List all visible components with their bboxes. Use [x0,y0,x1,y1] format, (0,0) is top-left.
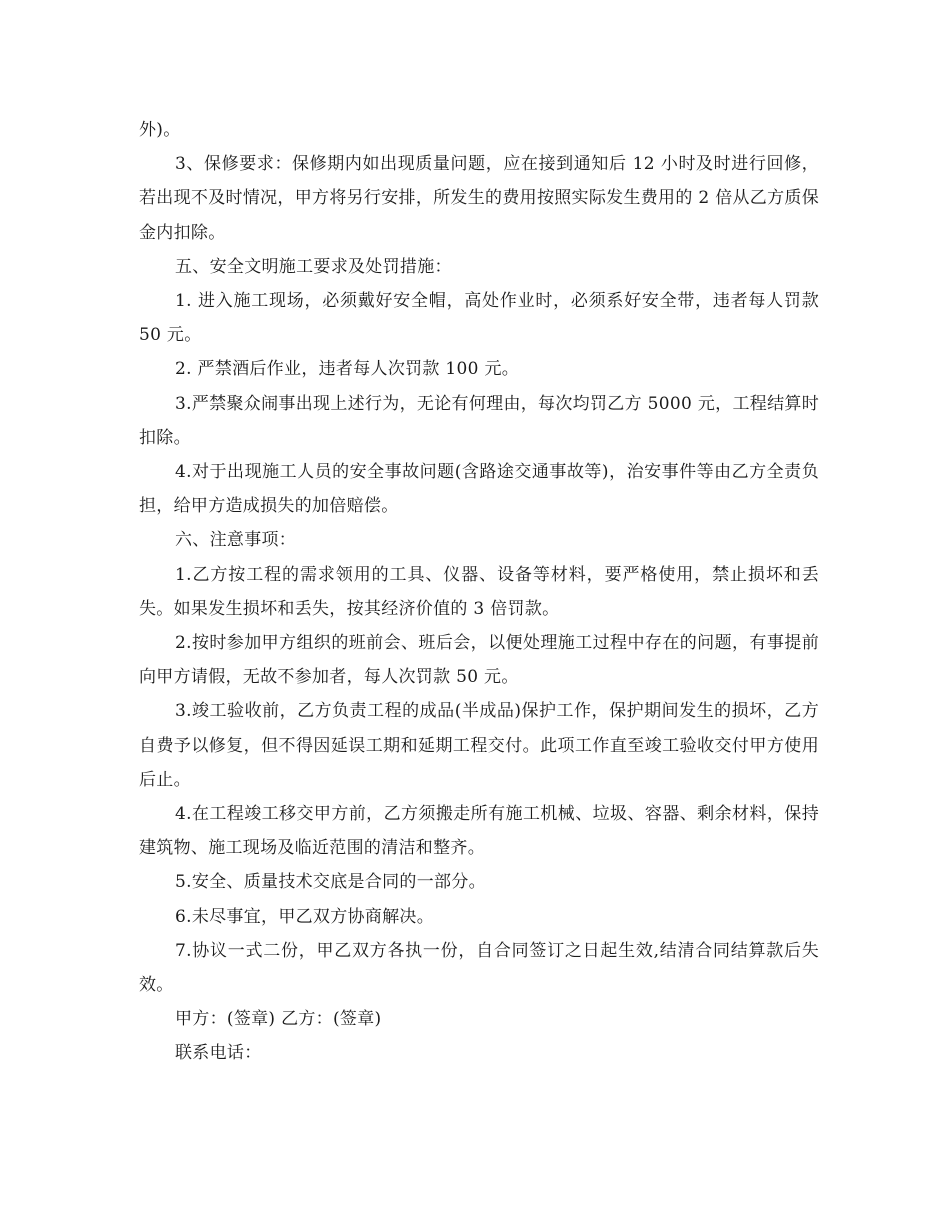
paragraph-safety-4: 4.对于出现施工人员的安全事故问题(含路途交通事故等)，治安事件等由乙方全责负担，给甲方造成损失的加倍赔偿。 [139,462,819,517]
paragraph-safety-3: 3.严禁聚众闹事出现上述行为，无论有何理由，每次均罚乙方 5000 元，工程结算时扣除。 [139,393,819,448]
signature-line: 甲方：(签章) 乙方：(签章) [175,1009,382,1030]
paragraph-notes-4: 4.在工程竣工移交甲方前，乙方须搬走所有施工机械、垃圾、容器、剩余材料，保持建筑物、施工现场及临近范围的清洁和整齐。 [139,804,819,859]
paragraph-notes-3: 3.竣工验收前，乙方负责工程的成品(半成品)保护工作，保护期间发生的损坏，乙方自费予以修复，但不得因延误工期和延期工程交付。此项工作直至竣工验收交付甲方使用后止。 [139,701,819,790]
paragraph-continuation: 外)。 [139,120,181,140]
paragraph-notes-7: 7.协议一式二份，甲乙双方各执一份，自合同签订之日起生效,结清合同结算款后失效。 [139,940,819,996]
section-heading-safety: 五、安全文明施工要求及处罚措施： [175,256,452,277]
paragraph-notes-5: 5.安全、质量技术交底是合同的一部分。 [175,872,486,893]
paragraph-safety-1: 1. 进入施工现场，必须戴好安全帽，高处作业时，必须系好安全带，违者每人罚款 50 元。 [139,291,819,346]
paragraph-notes-1: 1.乙方按工程的需求领用的工具、仪器、设备等材料，要严格使用，禁止损坏和丢失。如果发生损坏和丢失，按其经济价值的 3 倍罚款。 [139,564,819,619]
document-body [139,113,819,1071]
paragraph-notes-6: 6.未尽事宜，甲乙双方协商解决。 [175,906,435,927]
paragraph-warranty-requirement: 3、保修要求：保修期内如出现质量问题，应在接到通知后 12 小时及时进行回修，若出现不及时情况，甲方将另行安排，所发生的费用按照实际发生费用的 2 倍从乙方质保金内扣除。 [139,154,819,243]
contact-phone-line: 联系电话： [175,1043,262,1064]
paragraph-safety-2: 2. 严禁酒后作业，违者每人次罚款 100 元。 [175,359,520,380]
paragraph-notes-2: 2.按时参加甲方组织的班前会、班后会，以便处理施工过程中存在的问题，有事提前向甲方请假，无故不参加者，每人次罚款 50 元。 [139,633,819,688]
section-heading-notes: 六、注意事项： [175,530,297,551]
